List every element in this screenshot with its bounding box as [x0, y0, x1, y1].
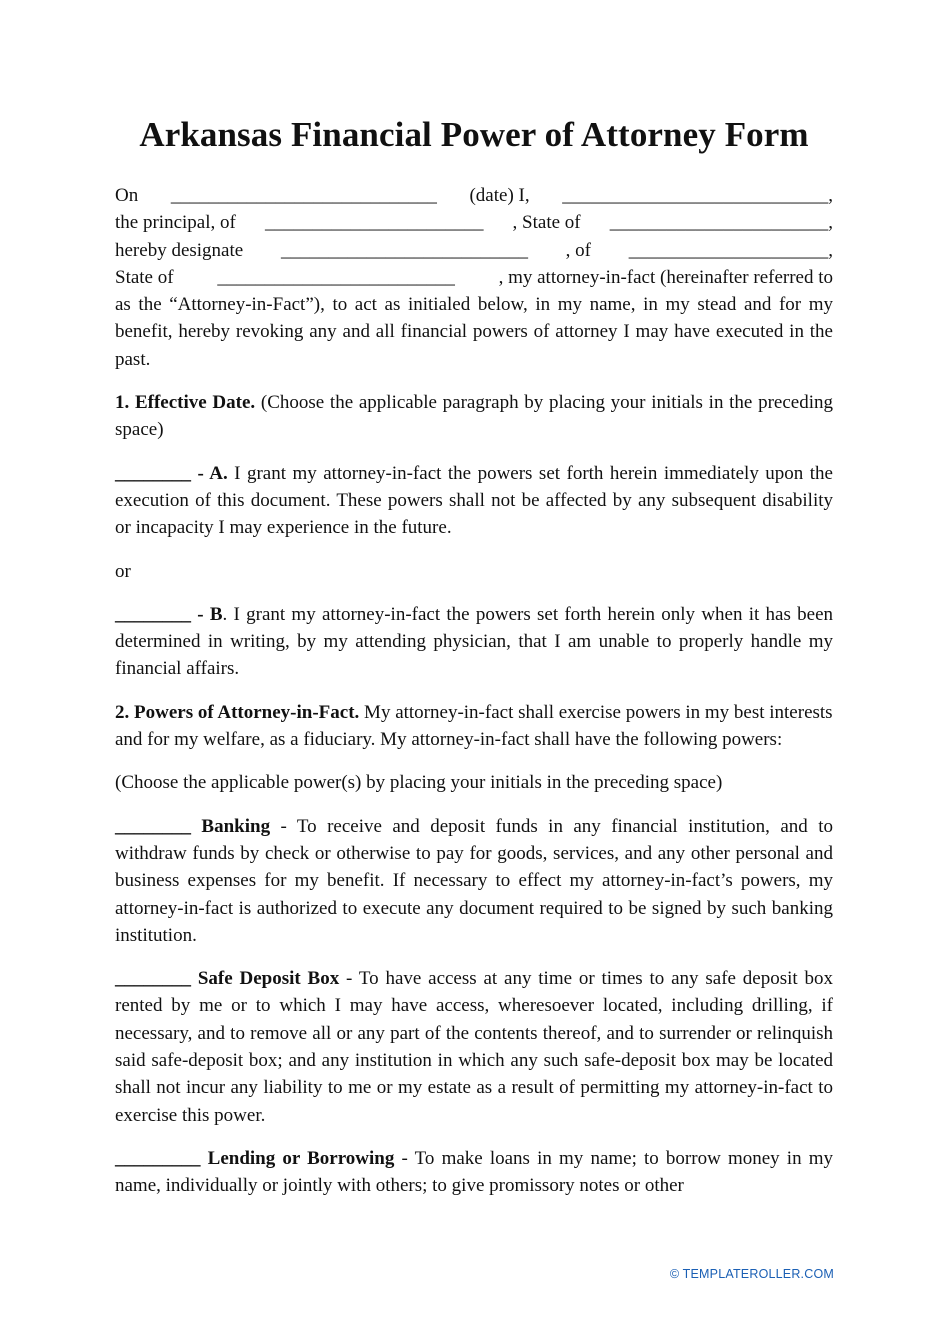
safe-deposit-initials-field[interactable]: ________	[115, 968, 191, 990]
intro-text: , of	[565, 239, 591, 261]
lending-initials-field[interactable]: _________	[115, 1147, 201, 1169]
section-1-heading: 1. Effective Date.	[115, 392, 256, 414]
banking-paragraph	[115, 813, 833, 949]
option-b-paragraph	[115, 601, 833, 683]
intro-text: hereby designate	[115, 239, 244, 261]
footer-watermark: © TEMPLATEROLLER.COM	[669, 1267, 834, 1281]
banking-text: - To receive and deposit funds in any financial institution, and to withdraw funds by check or otherwise to pay for goods, services, and any other personal and business expenses for my benefit. If necessary to effect my attorney-in-fact’s powers, my attorney-in-fact is authorized to execute any document required to be signed by such banking institution.	[115, 815, 833, 946]
date-field[interactable]: ____________________________	[170, 185, 437, 206]
intro-text: (date) I,	[469, 185, 530, 206]
option-a-label: - A.	[191, 462, 228, 484]
lending-paragraph	[115, 1145, 833, 1200]
safe-deposit-paragraph	[115, 965, 833, 1129]
intro-text: State of	[115, 266, 174, 288]
option-b-text: . I grant my attorney-in-fact the powers set forth herein only when it has been determined in writing, by my attending physician, that I am unable to properly handle my financial affairs.	[115, 603, 834, 680]
section-2-text: My attorney-in-fact shall exercise powers in my best interests and for my welfare, as a fiduciary. My attorney-in-fact shall have the following powers:	[115, 701, 833, 751]
intro-text: , my attorney-in-fact (hereinafter referred to	[498, 266, 833, 288]
intro-text: the principal, of	[115, 212, 236, 234]
option-b-label: - B	[191, 603, 223, 625]
intro-line-4	[115, 264, 833, 291]
lending-label: Lending or Borrowing	[200, 1147, 395, 1169]
or-text: or	[115, 560, 131, 582]
section-1-text: (Choose the applicable paragraph by placing your initials in the preceding space)	[115, 392, 833, 441]
banking-initials-field[interactable]: ________	[115, 815, 191, 837]
option-a-paragraph	[115, 460, 833, 542]
banking-label: Banking	[191, 815, 271, 837]
principal-name-field[interactable]: ____________________________,	[562, 185, 833, 206]
intro-paragraph: as the “Attorney-in-Fact”), to act as initialed below, in my name, in my stead and for my benefit, hereby revoking any and all financial powers of attorney I may have executed in the past.	[115, 294, 833, 370]
attorney-state-field[interactable]: _________________________	[217, 266, 455, 288]
option-a-initials-field[interactable]: ________	[115, 462, 191, 484]
lending-text: - To make loans in my name; to borrow money in my name, individually or jointly with others; to give promissory notes or other	[115, 1147, 833, 1197]
document-title: Arkansas Financial Power of Attorney Form	[139, 115, 809, 154]
section-2-paragraph	[115, 699, 833, 754]
intro-line-1	[115, 182, 833, 209]
principal-city-field[interactable]: _______________________	[264, 212, 484, 234]
option-a-text: I grant my attorney-in-fact the powers set forth herein immediately upon the execution of this document. These powers shall not be affected by any subsequent disability or incapacity I may experience in the future.	[115, 462, 833, 539]
safe-deposit-text: - To have access at any time or times to any safe deposit box rented by me or to which I may have access, wheresoever located, including drilling, if necessary, and to remove all or any part of the contents thereof, and to surrender or relinquish said safe-deposit box; and any institution in which any such safe-deposit box may be located shall not incur any liability to me or my estate as a result of permitting my attorney-in-fact to exercise this power.	[115, 968, 833, 1126]
attorney-city-field[interactable]: _____________________,	[628, 239, 833, 261]
intro-line-3	[115, 237, 833, 264]
section-2-instruction: (Choose the applicable power(s) by placing your initials in the preceding space)	[115, 772, 723, 794]
section-2-heading: 2. Powers of Attorney-in-Fact.	[115, 701, 360, 723]
attorney-name-field[interactable]: __________________________	[280, 239, 528, 261]
safe-deposit-label: Safe Deposit Box	[191, 968, 340, 990]
document-page	[115, 112, 833, 1200]
intro-text: , State of	[512, 212, 581, 234]
section-1-paragraph	[115, 389, 833, 444]
option-b-initials-field[interactable]: ________	[115, 603, 191, 625]
principal-state-field[interactable]: _______________________,	[609, 212, 833, 234]
intro-text: On	[115, 185, 139, 206]
intro-line-2	[115, 209, 833, 236]
